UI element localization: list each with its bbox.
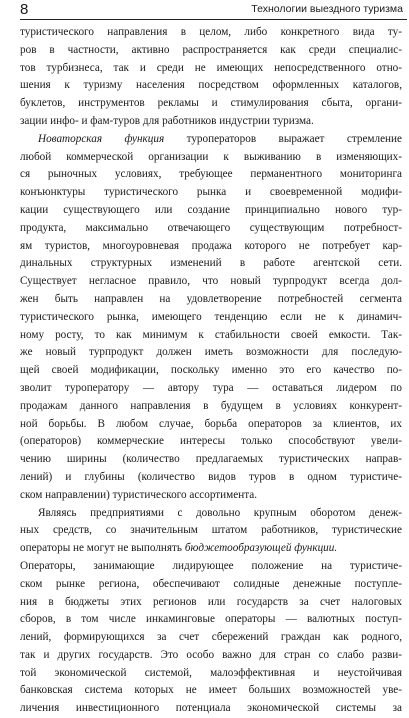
text-line: банковская система которых не имеет больших возможностей уве- xyxy=(20,684,402,697)
text-line: личения инвестиционного потенциала экономической системы за xyxy=(20,702,402,715)
text-line: жен быть направлен на удовлетворение потребностей сегмента xyxy=(20,292,402,305)
text-line: ям туристов, многоуровневая продажа которого не потребует кар- xyxy=(20,239,402,252)
text-line: зации инфо- и фам-туров для работников индустрии туризма. xyxy=(20,114,314,127)
header-rule xyxy=(20,19,407,20)
text-line: Операторы, занимающие лидирующее положение на туристиче- xyxy=(20,559,402,572)
text-line: продукта, максимально отвечающего существующим потребност- xyxy=(20,221,402,234)
text-line: (операторов) коммерческие интересы только способствуют увели- xyxy=(20,435,402,448)
text-line: ся рыночных условиях, требующее перманентного мониторинга xyxy=(20,168,402,181)
running-title: Технологии выездного туризма xyxy=(251,3,403,15)
text-line: динальных структурных изменений в работе агентской сети. xyxy=(20,257,402,270)
text-line: Являясь предприятиями с довольно крупным оборотом денеж- xyxy=(38,506,402,519)
text-line: ров в частности, активно распространяется как среди специалис- xyxy=(20,43,402,56)
line-text: операторы не могут не выполнять xyxy=(20,542,185,555)
italic-term: Новаторская функция xyxy=(38,132,165,145)
text-line: ском направлении) туристического ассортимента. xyxy=(20,488,257,501)
text-line: шения к туризму населения посредством оформленных каталогов, xyxy=(20,79,402,92)
text-line: туристического направления в целом, либо конкретного вида ту- xyxy=(20,26,402,38)
text-line: ной борьбы. В любом случае, борьба операторов за клиентов, их xyxy=(20,417,402,430)
body-text xyxy=(20,24,402,718)
text-line xyxy=(20,540,402,558)
text-line: чению ширины (количество предлагаемых туристических направ- xyxy=(20,453,402,466)
text-line: кации существующего или создание принципиально нового тур- xyxy=(20,203,402,216)
line-text: туроператоров выражает стремление xyxy=(164,132,402,145)
text-line: так и других государств. Это особо важно для стран со слабо разви- xyxy=(20,648,402,661)
text-line: лений) и глубины (количество видов туров в одном туристиче- xyxy=(20,470,402,483)
text-line: ском рынке региона, обеспечивают солидные денежные поступле- xyxy=(20,577,402,590)
text-line: сборов, в том числе инкаминговые операторы — валютных поступ- xyxy=(20,613,402,626)
text-line: ния в бюджеты этих регионов или государств за счет налоговых xyxy=(20,595,402,608)
text-line: буклетов, инструментов рекламы и стимулирования сбыта, органи- xyxy=(20,97,402,110)
text-line: любой коммерческой организации к выживанию в изменяющих- xyxy=(20,150,402,163)
text-line: зволит туроператору — автору тура — оставаться лидером по xyxy=(20,381,402,394)
text-line: лений, формирующихся за счет сбережений граждан как родного, xyxy=(20,631,402,644)
page-header xyxy=(0,0,409,20)
text-line: туристического рынка, имеющего тенденцию если не к динамич- xyxy=(20,310,402,323)
text-line: ному росту, то как минимум к стабильности своей емкости. Так- xyxy=(20,328,402,341)
italic-term: бюджетообразующей функции. xyxy=(184,542,338,555)
page-number: 8 xyxy=(20,1,29,18)
text-line xyxy=(20,131,402,149)
text-line: щей своей модификации, поскольку именно это его качество по- xyxy=(20,364,402,377)
text-line: Существует негласное правило, что новый турпродукт всегда дол- xyxy=(20,275,402,288)
text-line: же новый турпродукт должен иметь возможности для последую- xyxy=(20,346,402,359)
text-line: продажам данного направления в будущем в условиях конкурент- xyxy=(20,399,402,412)
text-line: той экономической системой, малоэффективная и неустойчивая xyxy=(20,666,402,679)
text-line: ных средств, со значительным штатом работников, туристические xyxy=(20,524,402,537)
text-line: конъюнктуры туристического рынка и своевременной модифи- xyxy=(20,186,402,199)
text-line: тов турбизнеса, так и среди не имеющих непосредственного отно- xyxy=(20,61,402,74)
